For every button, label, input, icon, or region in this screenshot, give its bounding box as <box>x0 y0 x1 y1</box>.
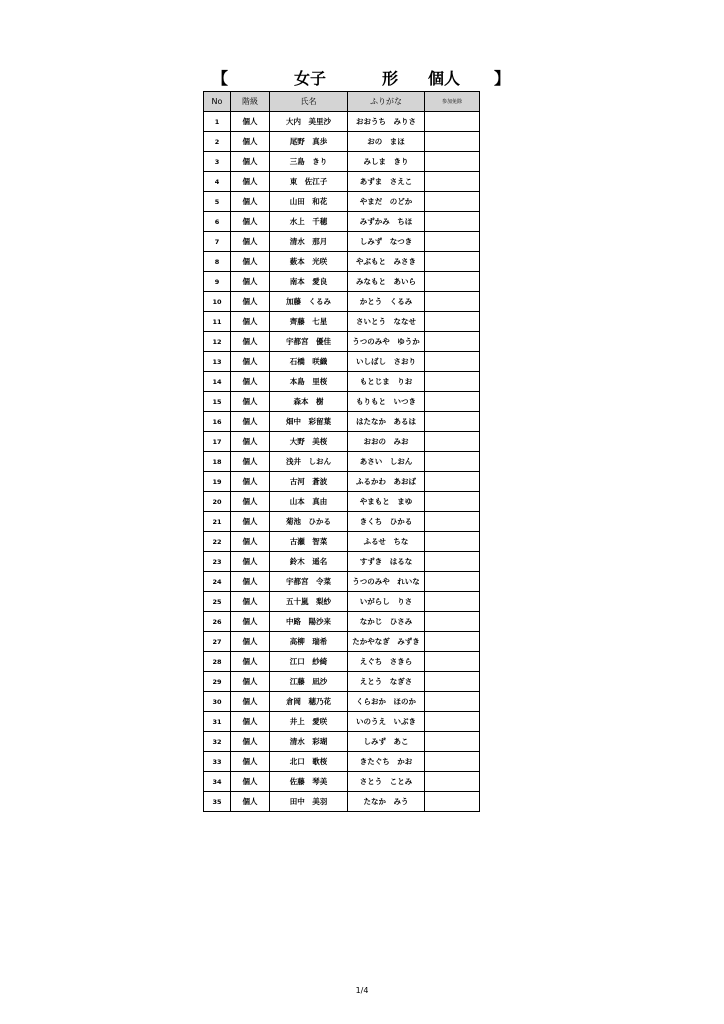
cell-name: 江藤 凪沙 <box>270 672 348 692</box>
cell-entry <box>425 452 480 472</box>
cell-no: 29 <box>204 672 231 692</box>
cell-grade: 個人 <box>231 492 270 512</box>
table-row <box>204 492 480 512</box>
cell-grade: 個人 <box>231 172 270 192</box>
table-row <box>204 212 480 232</box>
cell-furigana: やまもと まゆ <box>348 492 425 512</box>
table-header <box>204 92 480 112</box>
title-open-bracket: 【 <box>212 69 229 88</box>
table-row <box>204 592 480 612</box>
cell-no: 14 <box>204 372 231 392</box>
page-number: 1/4 <box>355 986 369 995</box>
cell-no: 34 <box>204 772 231 792</box>
entry-table <box>203 91 480 812</box>
table-row <box>204 472 480 492</box>
cell-grade: 個人 <box>231 692 270 712</box>
cell-name: 山本 真由 <box>270 492 348 512</box>
cell-no: 17 <box>204 432 231 452</box>
cell-no: 23 <box>204 552 231 572</box>
cell-no: 1 <box>204 112 231 132</box>
cell-grade: 個人 <box>231 312 270 332</box>
cell-entry <box>425 732 480 752</box>
cell-entry <box>425 492 480 512</box>
cell-furigana: たかやなぎ みずき <box>348 632 425 652</box>
cell-furigana: たなか みう <box>348 792 425 812</box>
table-row <box>204 532 480 552</box>
cell-no: 11 <box>204 312 231 332</box>
cell-entry <box>425 292 480 312</box>
table-row <box>204 632 480 652</box>
cell-grade: 個人 <box>231 712 270 732</box>
cell-name: 古瀬 智菜 <box>270 532 348 552</box>
table-row <box>204 652 480 672</box>
cell-no: 12 <box>204 332 231 352</box>
cell-furigana: はたなか あるは <box>348 412 425 432</box>
cell-no: 18 <box>204 452 231 472</box>
cell-name: 齊藤 七星 <box>270 312 348 332</box>
table-row <box>204 292 480 312</box>
table-row <box>204 332 480 352</box>
table-row <box>204 672 480 692</box>
cell-grade: 個人 <box>231 132 270 152</box>
cell-grade: 個人 <box>231 352 270 372</box>
cell-furigana: いしばし さおり <box>348 352 425 372</box>
cell-no: 25 <box>204 592 231 612</box>
cell-name: 北口 歌桜 <box>270 752 348 772</box>
cell-grade: 個人 <box>231 512 270 532</box>
title-form: 形 <box>382 69 399 88</box>
cell-furigana: きくち ひかる <box>348 512 425 532</box>
cell-name: 薮本 光咲 <box>270 252 348 272</box>
cell-furigana: しみず なつき <box>348 232 425 252</box>
cell-entry <box>425 192 480 212</box>
cell-furigana: さいとう ななせ <box>348 312 425 332</box>
cell-name: 森本 樹 <box>270 392 348 412</box>
cell-name: 尾野 真歩 <box>270 132 348 152</box>
cell-grade: 個人 <box>231 292 270 312</box>
cell-entry <box>425 392 480 412</box>
cell-grade: 個人 <box>231 632 270 652</box>
cell-entry <box>425 772 480 792</box>
table-row <box>204 552 480 572</box>
cell-grade: 個人 <box>231 192 270 212</box>
cell-entry <box>425 112 480 132</box>
cell-entry <box>425 232 480 252</box>
cell-furigana: ふるかわ あおば <box>348 472 425 492</box>
cell-grade: 個人 <box>231 472 270 492</box>
title-close-bracket: 】 <box>494 69 511 88</box>
cell-entry <box>425 692 480 712</box>
cell-entry <box>425 752 480 772</box>
cell-entry <box>425 212 480 232</box>
cell-furigana: おおうち みりさ <box>348 112 425 132</box>
table-row <box>204 252 480 272</box>
cell-grade: 個人 <box>231 232 270 252</box>
cell-grade: 個人 <box>231 652 270 672</box>
cell-furigana: もとじま りお <box>348 372 425 392</box>
cell-furigana: さとう ことみ <box>348 772 425 792</box>
cell-no: 16 <box>204 412 231 432</box>
cell-name: 清水 那月 <box>270 232 348 252</box>
cell-no: 24 <box>204 572 231 592</box>
header-entry: 参加免除 <box>425 92 480 112</box>
cell-entry <box>425 412 480 432</box>
cell-name: 菊池 ひかる <box>270 512 348 532</box>
cell-entry <box>425 332 480 352</box>
cell-no: 7 <box>204 232 231 252</box>
cell-furigana: みずかみ ちほ <box>348 212 425 232</box>
table-row <box>204 192 480 212</box>
cell-furigana: すずき はるな <box>348 552 425 572</box>
cell-grade: 個人 <box>231 552 270 572</box>
cell-grade: 個人 <box>231 272 270 292</box>
cell-name: 鈴木 遥名 <box>270 552 348 572</box>
table-row <box>204 312 480 332</box>
cell-grade: 個人 <box>231 792 270 812</box>
cell-grade: 個人 <box>231 592 270 612</box>
cell-name: 倉岡 穂乃花 <box>270 692 348 712</box>
cell-name: 佐藤 琴美 <box>270 772 348 792</box>
cell-name: 加藤 くるみ <box>270 292 348 312</box>
table-row <box>204 512 480 532</box>
cell-grade: 個人 <box>231 572 270 592</box>
cell-furigana: ふるせ ちな <box>348 532 425 552</box>
table-row <box>204 772 480 792</box>
cell-entry <box>425 512 480 532</box>
table-body <box>204 112 480 812</box>
table-row <box>204 112 480 132</box>
cell-furigana: いがらし りさ <box>348 592 425 612</box>
table-row <box>204 432 480 452</box>
header-row <box>204 92 480 112</box>
cell-no: 10 <box>204 292 231 312</box>
cell-no: 5 <box>204 192 231 212</box>
cell-grade: 個人 <box>231 332 270 352</box>
cell-entry <box>425 152 480 172</box>
cell-furigana: いのうえ いぶき <box>348 712 425 732</box>
cell-entry <box>425 372 480 392</box>
cell-no: 2 <box>204 132 231 152</box>
cell-grade: 個人 <box>231 772 270 792</box>
cell-furigana: うつのみや れいな <box>348 572 425 592</box>
header-no: No <box>204 92 231 112</box>
cell-furigana: しみず あこ <box>348 732 425 752</box>
cell-furigana: えぐち さきら <box>348 652 425 672</box>
cell-furigana: あさい しおん <box>348 452 425 472</box>
cell-name: 古河 蒼波 <box>270 472 348 492</box>
cell-name: 石橋 咲織 <box>270 352 348 372</box>
cell-furigana: おの まほ <box>348 132 425 152</box>
cell-no: 21 <box>204 512 231 532</box>
header-name: 氏名 <box>270 92 348 112</box>
cell-furigana: うつのみや ゆうか <box>348 332 425 352</box>
cell-grade: 個人 <box>231 532 270 552</box>
cell-no: 8 <box>204 252 231 272</box>
cell-entry <box>425 632 480 652</box>
table-row <box>204 412 480 432</box>
cell-grade: 個人 <box>231 752 270 772</box>
table-row <box>204 172 480 192</box>
cell-grade: 個人 <box>231 612 270 632</box>
cell-entry <box>425 172 480 192</box>
cell-entry <box>425 712 480 732</box>
table-row <box>204 232 480 252</box>
cell-no: 9 <box>204 272 231 292</box>
cell-entry <box>425 652 480 672</box>
cell-name: 五十嵐 梨紗 <box>270 592 348 612</box>
cell-name: 本島 里桜 <box>270 372 348 392</box>
cell-entry <box>425 532 480 552</box>
cell-entry <box>425 132 480 152</box>
cell-name: 水上 千穂 <box>270 212 348 232</box>
cell-no: 4 <box>204 172 231 192</box>
table-row <box>204 572 480 592</box>
cell-furigana: なかじ ひさみ <box>348 612 425 632</box>
cell-entry <box>425 472 480 492</box>
cell-name: 清水 彩瑚 <box>270 732 348 752</box>
cell-name: 東 佐江子 <box>270 172 348 192</box>
cell-entry <box>425 792 480 812</box>
cell-name: 高柳 瑞希 <box>270 632 348 652</box>
cell-name: 中路 陽沙来 <box>270 612 348 632</box>
cell-no: 15 <box>204 392 231 412</box>
cell-name: 浅井 しおん <box>270 452 348 472</box>
cell-entry <box>425 352 480 372</box>
cell-grade: 個人 <box>231 112 270 132</box>
cell-furigana: きたぐち かお <box>348 752 425 772</box>
cell-name: 山田 和花 <box>270 192 348 212</box>
cell-no: 19 <box>204 472 231 492</box>
cell-grade: 個人 <box>231 372 270 392</box>
cell-furigana: みなもと あいら <box>348 272 425 292</box>
cell-name: 三島 きり <box>270 152 348 172</box>
table-row <box>204 792 480 812</box>
cell-name: 田中 美羽 <box>270 792 348 812</box>
cell-furigana: みしま きり <box>348 152 425 172</box>
cell-no: 28 <box>204 652 231 672</box>
cell-furigana: あずま さえこ <box>348 172 425 192</box>
cell-grade: 個人 <box>231 252 270 272</box>
table-row <box>204 392 480 412</box>
cell-entry <box>425 672 480 692</box>
cell-furigana: かとう くるみ <box>348 292 425 312</box>
page-title <box>212 66 512 88</box>
table-row <box>204 692 480 712</box>
cell-grade: 個人 <box>231 672 270 692</box>
cell-no: 33 <box>204 752 231 772</box>
cell-entry <box>425 252 480 272</box>
table-row <box>204 352 480 372</box>
title-individual: 個人 <box>428 69 461 88</box>
cell-furigana: えとう なぎさ <box>348 672 425 692</box>
cell-grade: 個人 <box>231 432 270 452</box>
cell-no: 35 <box>204 792 231 812</box>
cell-name: 宇都宮 令菜 <box>270 572 348 592</box>
table-row <box>204 372 480 392</box>
cell-no: 26 <box>204 612 231 632</box>
header-furigana: ふりがな <box>348 92 425 112</box>
cell-furigana: おおの みお <box>348 432 425 452</box>
cell-entry <box>425 572 480 592</box>
cell-name: 大野 美桜 <box>270 432 348 452</box>
header-grade: 階級 <box>231 92 270 112</box>
cell-grade: 個人 <box>231 452 270 472</box>
cell-no: 3 <box>204 152 231 172</box>
cell-no: 6 <box>204 212 231 232</box>
cell-name: 宇都宮 優佳 <box>270 332 348 352</box>
cell-grade: 個人 <box>231 152 270 172</box>
table-row <box>204 732 480 752</box>
table-row <box>204 712 480 732</box>
cell-entry <box>425 592 480 612</box>
cell-furigana: やぶもと みさき <box>348 252 425 272</box>
cell-name: 畑中 彩留葉 <box>270 412 348 432</box>
cell-furigana: もりもと いつき <box>348 392 425 412</box>
cell-no: 32 <box>204 732 231 752</box>
cell-no: 20 <box>204 492 231 512</box>
cell-furigana: くらおか ほのか <box>348 692 425 712</box>
cell-entry <box>425 312 480 332</box>
table-row <box>204 752 480 772</box>
cell-grade: 個人 <box>231 392 270 412</box>
cell-grade: 個人 <box>231 212 270 232</box>
table-row <box>204 132 480 152</box>
cell-no: 30 <box>204 692 231 712</box>
cell-entry <box>425 432 480 452</box>
cell-no: 31 <box>204 712 231 732</box>
cell-no: 13 <box>204 352 231 372</box>
cell-name: 南本 愛良 <box>270 272 348 292</box>
cell-no: 22 <box>204 532 231 552</box>
table-row <box>204 612 480 632</box>
table-row <box>204 152 480 172</box>
table-row <box>204 452 480 472</box>
cell-entry <box>425 272 480 292</box>
cell-name: 江口 紗綺 <box>270 652 348 672</box>
table-row <box>204 272 480 292</box>
cell-grade: 個人 <box>231 732 270 752</box>
cell-entry <box>425 612 480 632</box>
cell-furigana: やまだ のどか <box>348 192 425 212</box>
cell-name: 大内 美里沙 <box>270 112 348 132</box>
cell-no: 27 <box>204 632 231 652</box>
cell-name: 井上 愛咲 <box>270 712 348 732</box>
title-category: 女子 <box>294 69 327 88</box>
cell-grade: 個人 <box>231 412 270 432</box>
cell-entry <box>425 552 480 572</box>
